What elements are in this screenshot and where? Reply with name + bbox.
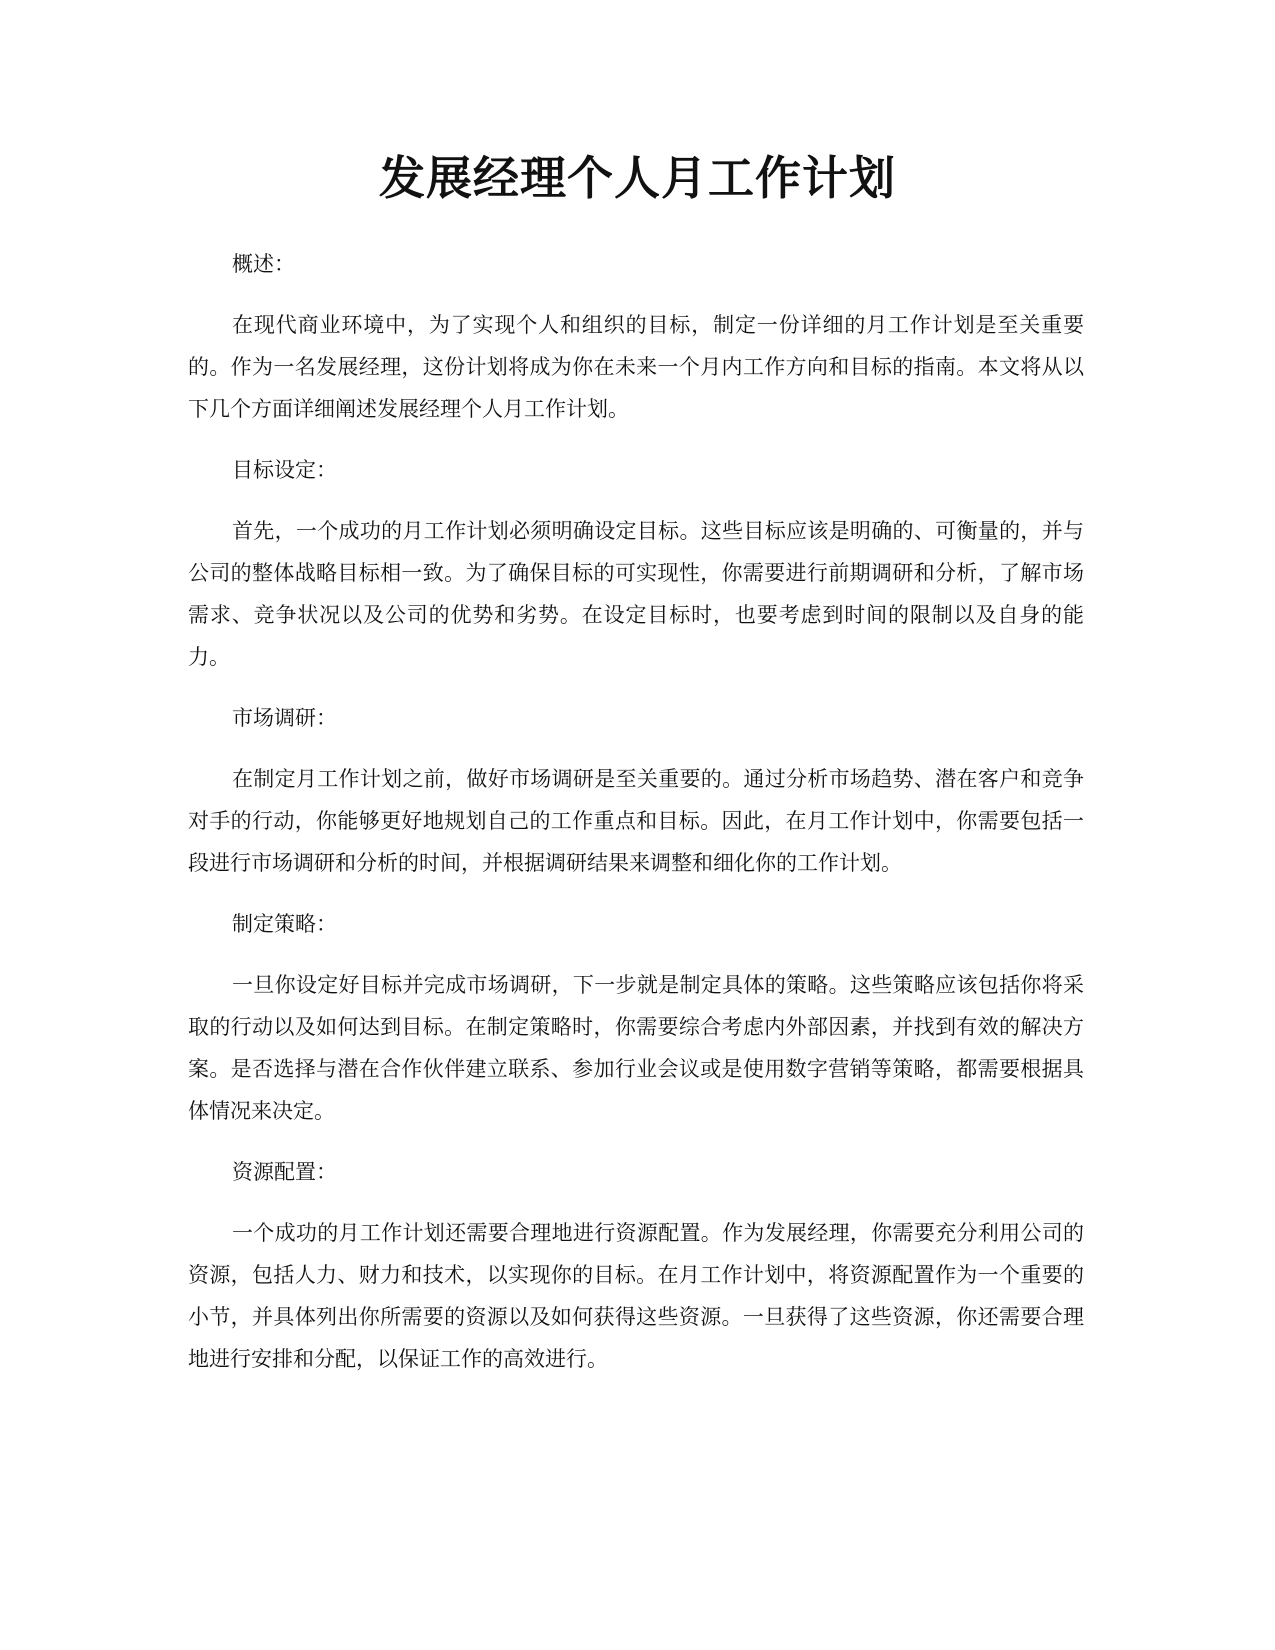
section-heading-market-research: 市场调研： (232, 706, 337, 730)
section-heading-goal-setting: 目标设定： (232, 458, 337, 482)
section-paragraph-overview: 在现代商业环境中，为了实现个人和组织的目标，制定一份详细的月工作计划是至关重要的。作为一名发展经理，这份计划将成为你在未来一个月内工作方向和目标的指南。本文将从以下几个方面详细阐述发展经理个人月工作计划。 (188, 313, 1084, 421)
section-paragraph-resource-allocation: 一个成功的月工作计划还需要合理地进行资源配置。作为发展经理，你需要充分利用公司的资源，包括人力、财力和技术，以实现你的目标。在月工作计划中，将资源配置作为一个重要的小节，并具体列出你所需要的资源以及如何获得这些资源。一旦获得了这些资源，你还需要合理地进行安排和分配，以保证工作的高效进行。 (188, 1221, 1084, 1371)
section-paragraph-goal-setting: 首先，一个成功的月工作计划必须明确设定目标。这些目标应该是明确的、可衡量的，并与公司的整体战略目标相一致。为了确保目标的可实现性，你需要进行前期调研和分析，了解市场需求、竞争状况以及公司的优势和劣势。在设定目标时，也要考虑到时间的限制以及自身的能力。 (188, 519, 1084, 669)
section-heading-resource-allocation: 资源配置： (232, 1160, 337, 1184)
document-body (188, 244, 1084, 1400)
section-paragraph-strategy: 一旦你设定好目标并完成市场调研，下一步就是制定具体的策略。这些策略应该包括你将采取的行动以及如何达到目标。在制定策略时，你需要综合考虑内外部因素，并找到有效的解决方案。是否选择与潜在合作伙伴建立联系、参加行业会议或是使用数字营销等策略，都需要根据具体情况来决定。 (188, 973, 1084, 1123)
section-paragraph-market-research: 在制定月工作计划之前，做好市场调研是至关重要的。通过分析市场趋势、潜在客户和竞争对手的行动，你能够更好地规划自己的工作重点和目标。因此，在月工作计划中，你需要包括一段进行市场调研和分析的时间，并根据调研结果来调整和细化你的工作计划。 (188, 767, 1084, 875)
page-title: 发展经理个人月工作计划 (379, 151, 896, 205)
section-heading-strategy: 制定策略： (232, 912, 337, 936)
section-heading-overview: 概述： (232, 252, 295, 276)
